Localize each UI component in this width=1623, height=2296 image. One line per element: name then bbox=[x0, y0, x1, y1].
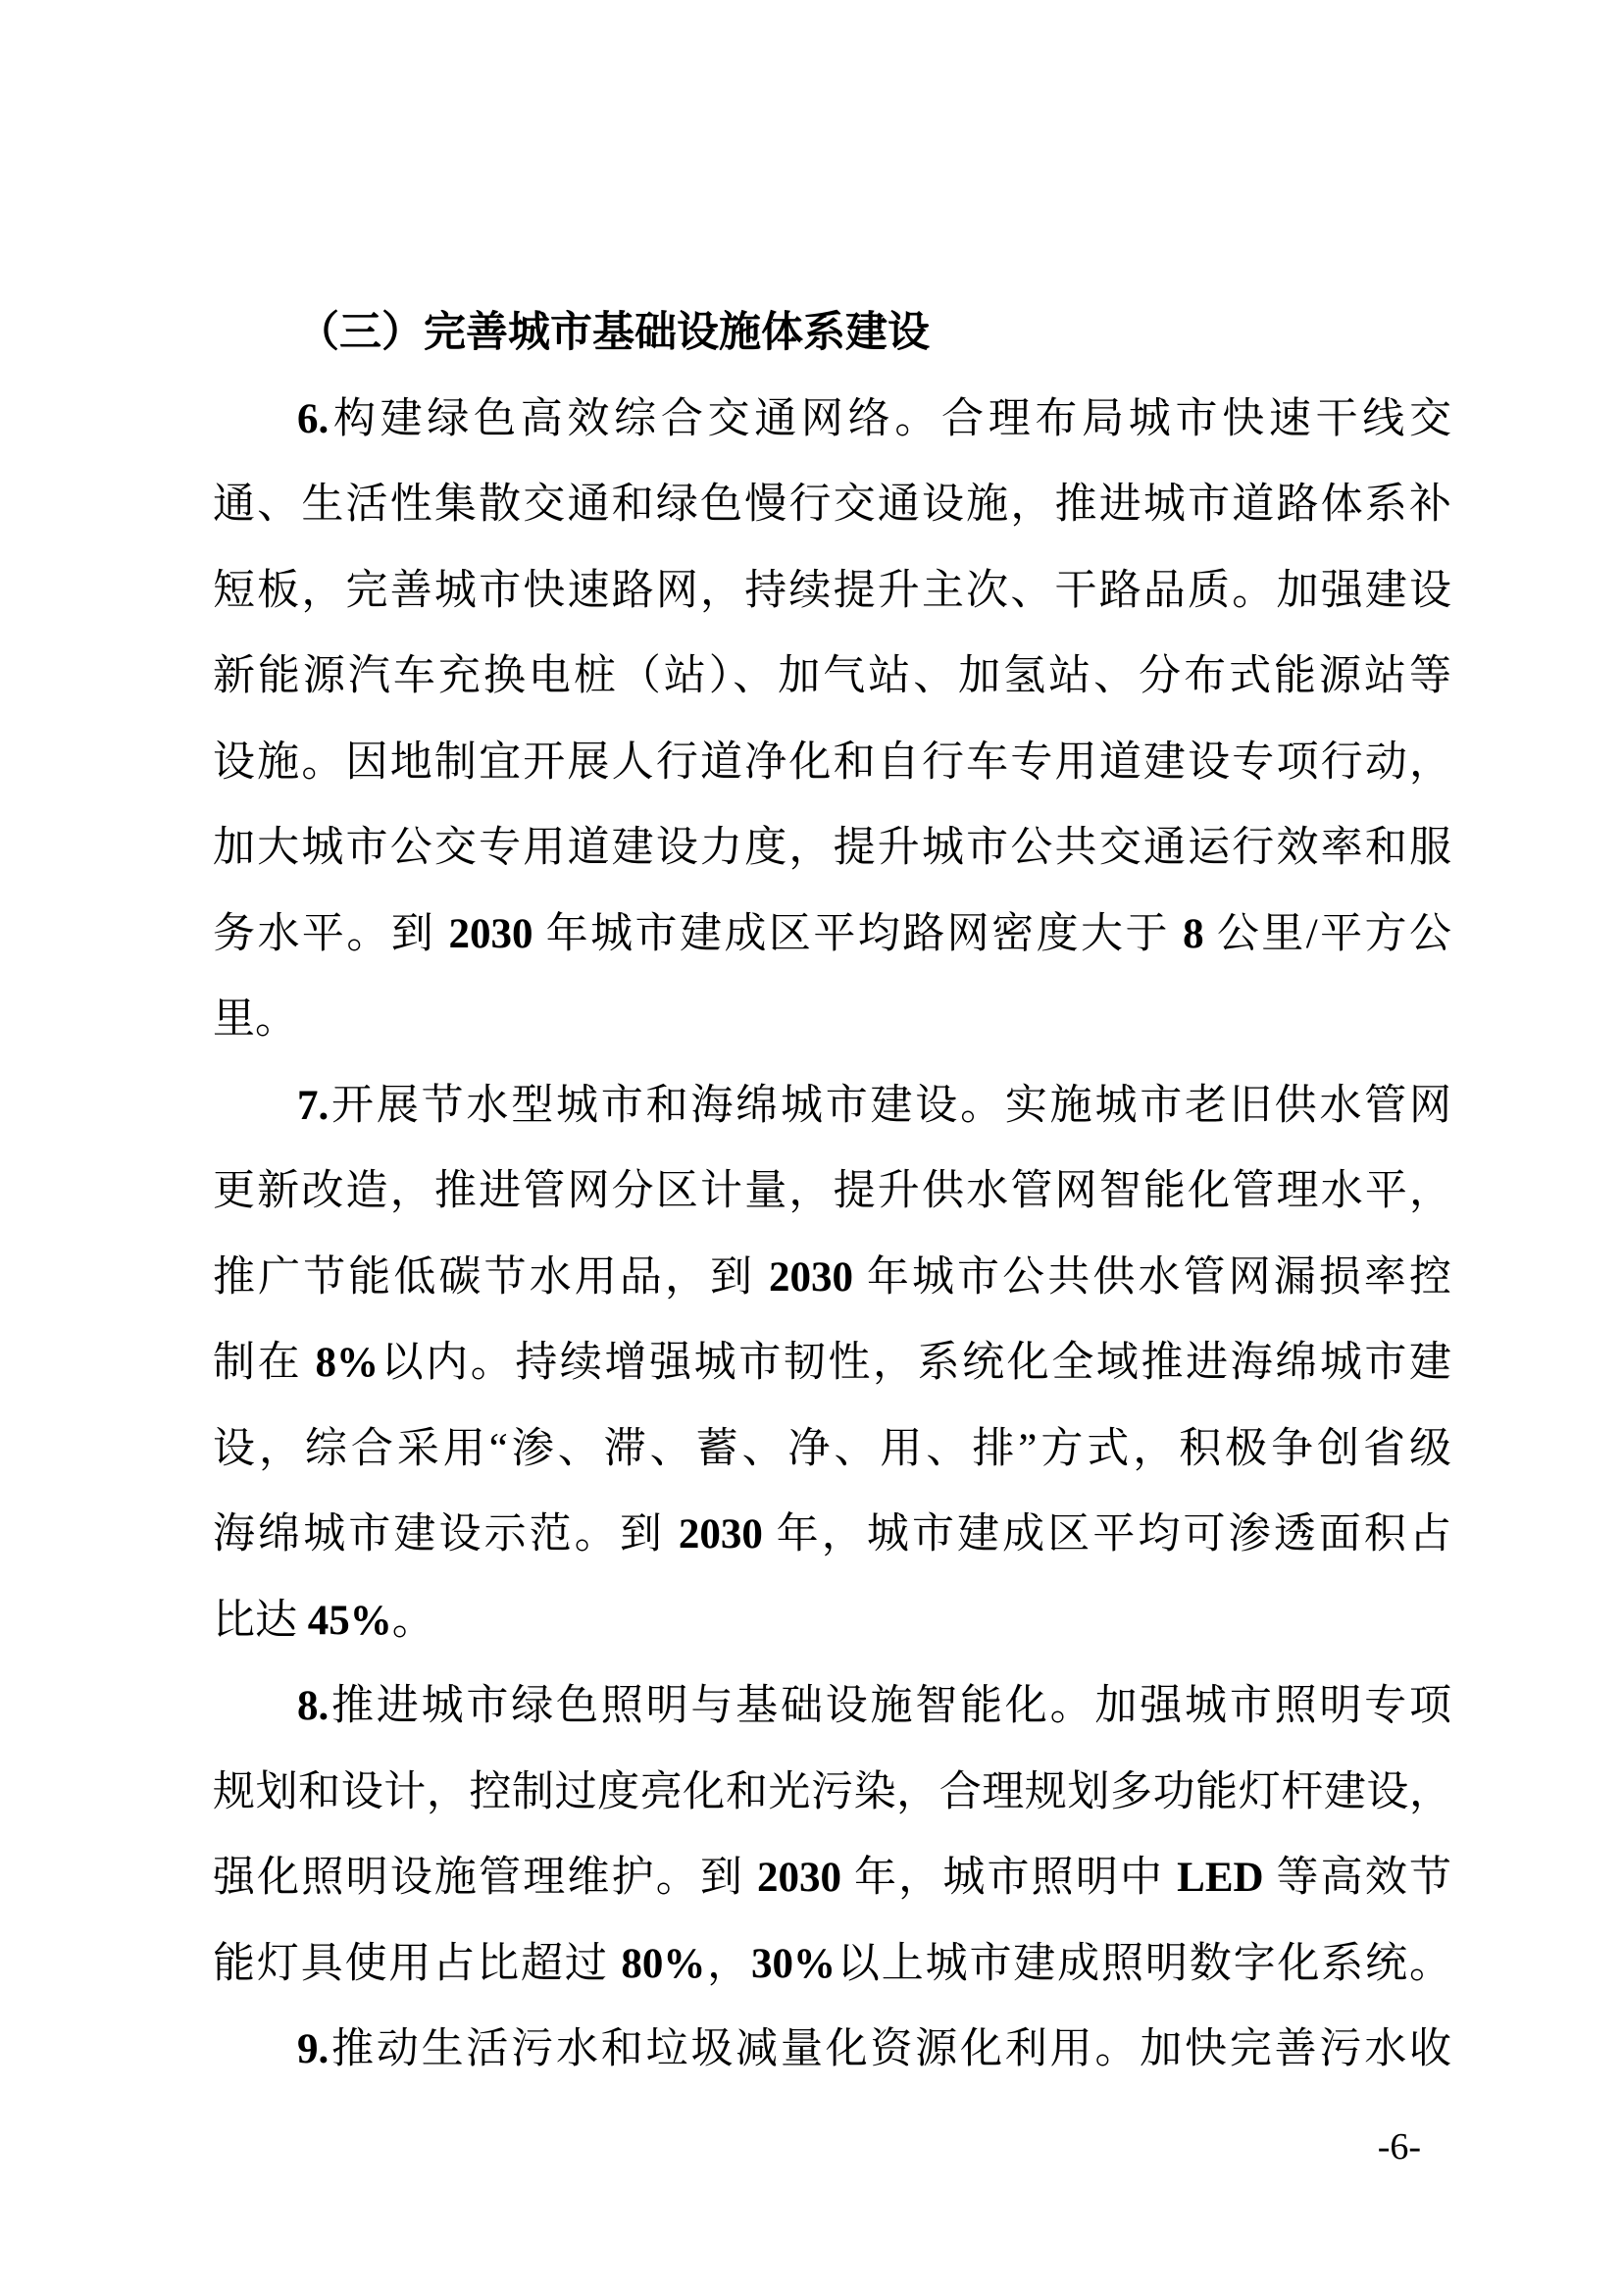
bold-run: 8 bbox=[1183, 910, 1204, 957]
paragraphs bbox=[213, 377, 1451, 2093]
text-run: 规划和设计，控制过度亮化和光污染，合理规划多功能灯杆建设， bbox=[213, 1768, 1451, 1815]
text-run: 推动生活污水和垃圾减量化资源化利用。加快完善污水收 bbox=[329, 2026, 1451, 2072]
text-run: 年，城市照明中 bbox=[841, 1855, 1178, 1901]
page-number: -6- bbox=[1377, 2126, 1421, 2168]
text-run: 更新改造，推进管网分区计量，提升供水管网智能化管理水平， bbox=[213, 1168, 1451, 1214]
text-line bbox=[213, 1235, 1451, 1321]
text-run: 推广节能低碳节水用品，到 bbox=[213, 1253, 769, 1301]
bold-run: LED bbox=[1177, 1855, 1264, 1901]
text-run: 海绵城市建设示范。到 bbox=[213, 1511, 679, 1557]
text-line bbox=[213, 462, 1451, 548]
bold-run: 45% bbox=[307, 1597, 392, 1644]
bold-run: 30% bbox=[751, 1940, 837, 1987]
bold-run: 9. bbox=[297, 2026, 330, 2072]
text-line bbox=[213, 634, 1451, 720]
text-line bbox=[213, 1578, 1451, 1664]
text-run: 里。 bbox=[213, 996, 297, 1043]
text-run: 等高效节 bbox=[1263, 1855, 1452, 1901]
text-line bbox=[213, 377, 1451, 463]
text-line bbox=[213, 1320, 1451, 1406]
text-run: 以上城市建成照明数字化系统。 bbox=[836, 1940, 1452, 1987]
bold-run: 2030 bbox=[678, 1511, 763, 1557]
text-run: 设施。因地制宜开展人行道净化和自行车专用道建设专项行动， bbox=[213, 739, 1451, 786]
text-run: 设，综合采用“渗、滞、蓄、净、用、排”方式，积极争创省级 bbox=[213, 1425, 1451, 1472]
document-body bbox=[213, 290, 1451, 2093]
bold-run: 2030 bbox=[769, 1253, 853, 1301]
bold-run: 2030 bbox=[757, 1855, 842, 1901]
text-run: 推进城市绿色照明与基础设施智能化。加强城市照明专项 bbox=[329, 1683, 1451, 1729]
text-run: 加大城市公交专用道建设力度，提升城市公共交通运行效率和服 bbox=[213, 825, 1451, 871]
text-line bbox=[213, 977, 1451, 1063]
bold-run: 2030 bbox=[448, 910, 533, 957]
text-run: 开展节水型城市和海绵城市建设。实施城市老旧供水管网 bbox=[329, 1082, 1451, 1129]
text-line bbox=[213, 1148, 1451, 1235]
bold-run: 8. bbox=[297, 1683, 330, 1729]
text-line bbox=[213, 1750, 1451, 1836]
text-run: 年城市公共供水管网漏损率控 bbox=[853, 1253, 1451, 1301]
text-line bbox=[213, 805, 1451, 892]
text-line bbox=[213, 1835, 1451, 1921]
text-line bbox=[213, 1063, 1451, 1149]
text-run: 务水平。到 bbox=[213, 910, 449, 957]
text-run: 公里/平方公 bbox=[1203, 910, 1452, 957]
text-run: 制在 bbox=[213, 1340, 316, 1386]
text-run: 比达 bbox=[213, 1597, 308, 1644]
text-run: 年城市建成区平均路网密度大于 bbox=[533, 910, 1184, 957]
text-line bbox=[213, 2007, 1451, 2093]
section-heading: （三）完善城市基础设施体系建设 bbox=[297, 310, 930, 356]
text-run: 新能源汽车充换电桩（站）、加气站、加氢站、分布式能源站等 bbox=[213, 653, 1451, 699]
text-run: 能灯具使用占比超过 bbox=[213, 1940, 622, 1987]
text-line bbox=[213, 720, 1451, 806]
text-run: 短板，完善城市快速路网，持续提升主次、干路品质。加强建设 bbox=[213, 567, 1451, 614]
text-line bbox=[213, 1921, 1451, 2008]
text-line bbox=[213, 1663, 1451, 1750]
bold-run: 8% bbox=[315, 1340, 379, 1386]
text-run: 年，城市建成区平均可渗透面积占 bbox=[762, 1511, 1452, 1557]
text-run: ， bbox=[705, 1940, 752, 1987]
text-line bbox=[213, 1492, 1451, 1578]
text-run: 通、生活性集散交通和绿色慢行交通设施，推进城市道路体系补 bbox=[213, 482, 1451, 528]
bold-run: 6. bbox=[297, 395, 330, 442]
bold-run: 80% bbox=[621, 1940, 706, 1987]
text-run: 以内。持续增强城市韧性，系统化全域推进海绵城市建 bbox=[379, 1340, 1451, 1386]
text-line bbox=[213, 1406, 1451, 1493]
text-run: 构建绿色高效综合交通网络。合理布局城市快速干线交 bbox=[329, 395, 1451, 442]
text-line bbox=[213, 548, 1451, 635]
text-run: 强化照明设施管理维护。到 bbox=[213, 1855, 758, 1901]
bold-run: 7. bbox=[297, 1082, 330, 1129]
text-line bbox=[213, 892, 1451, 978]
text-run: 。 bbox=[391, 1597, 434, 1644]
